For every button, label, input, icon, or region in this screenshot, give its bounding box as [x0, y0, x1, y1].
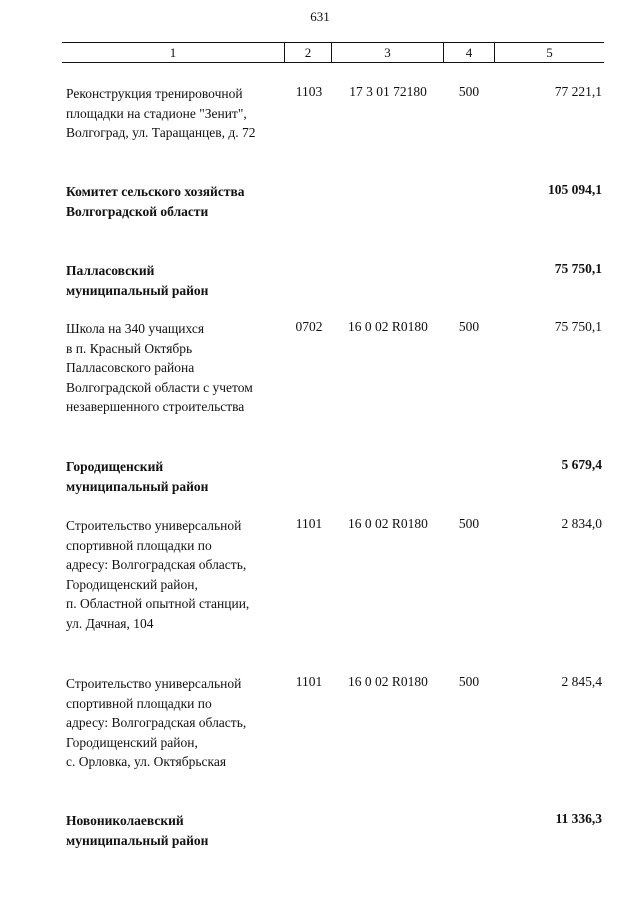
row-amount: 11 336,3	[555, 811, 602, 826]
table-header-bottom-rule	[62, 62, 604, 63]
row-target: 17 3 01 72180	[349, 84, 427, 99]
row-name	[66, 84, 288, 143]
row-amount: 5 679,4	[561, 457, 602, 472]
row-name-line: Городищенский район,	[66, 576, 198, 592]
row-section: 1101	[295, 516, 323, 531]
row-name-line: адресу: Волгоградская область,	[66, 557, 247, 572]
row-name-line: спортивной площадки по	[66, 537, 212, 553]
row-section: 1101	[295, 674, 323, 689]
row-name-line: муниципальный район	[66, 478, 209, 494]
column-header-5: 5	[546, 45, 553, 60]
row-name	[66, 261, 288, 300]
row-section: 0702	[295, 319, 323, 334]
row-section: 1103	[295, 84, 323, 99]
row-amount: 77 221,1	[554, 84, 602, 99]
row-name-line: Городищенский	[66, 459, 164, 474]
row-amount: 2 845,4	[561, 674, 602, 689]
row-amount: 75 750,1	[554, 319, 602, 334]
table-header-top-rule	[62, 42, 604, 43]
row-amount: 2 834,0	[561, 516, 602, 531]
row-name	[66, 516, 288, 633]
row-amount: 75 750,1	[554, 261, 602, 276]
row-name	[66, 457, 288, 496]
row-name-line: Палласовского района	[66, 360, 195, 375]
row-name-line: Волгоград, ул. Таращанцев, д. 72	[66, 125, 256, 140]
row-name-line: Строительство универсальной	[66, 676, 242, 691]
row-name-line: Школа на 340 учащихся	[66, 321, 205, 336]
row-name-line: Комитет сельского хозяйства	[66, 184, 245, 199]
row-name	[66, 319, 288, 417]
row-name-line: муниципальный район	[66, 282, 209, 298]
row-name-line: незавершенного строительства	[66, 399, 245, 414]
column-header-1: 1	[169, 45, 177, 60]
row-type: 500	[458, 319, 480, 334]
row-name-line: Волгоградской области с учетом	[66, 379, 253, 395]
row-name-line: в п. Красный Октябрь	[66, 340, 193, 356]
column-header-4: 4	[465, 45, 473, 60]
row-name	[66, 182, 288, 221]
row-name-line: муниципальный район	[66, 832, 209, 848]
row-type: 500	[458, 516, 480, 531]
row-name-line: Строительство универсальной	[66, 518, 242, 533]
row-amount: 105 094,1	[548, 182, 602, 197]
row-name-line: Волгоградской области	[66, 203, 209, 219]
row-name-line: Городищенский район,	[66, 734, 198, 750]
row-name-line: адресу: Волгоградская область,	[66, 715, 247, 730]
row-name-line: п. Областной опытной станции,	[66, 596, 250, 611]
column-header-2: 2	[304, 45, 312, 60]
row-name-line: Новониколаевский	[66, 813, 184, 828]
row-name-line: Палласовский	[66, 263, 155, 278]
row-type: 500	[458, 84, 480, 99]
row-name	[66, 674, 288, 772]
page-number: 631	[310, 9, 330, 24]
row-target: 16 0 02 R0180	[348, 674, 428, 689]
row-target: 16 0 02 R0180	[348, 516, 428, 531]
row-target: 16 0 02 R0180	[348, 319, 428, 334]
column-header-3: 3	[384, 45, 391, 60]
row-name-line: с. Орловка, ул. Октябрьская	[66, 754, 227, 769]
row-name	[66, 811, 288, 850]
row-name-line: площадки на стадионе "Зенит",	[66, 105, 247, 121]
row-name-line: спортивной площадки по	[66, 695, 212, 711]
row-name-line: ул. Дачная, 104	[66, 615, 154, 631]
row-name-line: Реконструкция тренировочной	[66, 86, 243, 101]
row-type: 500	[458, 674, 480, 689]
